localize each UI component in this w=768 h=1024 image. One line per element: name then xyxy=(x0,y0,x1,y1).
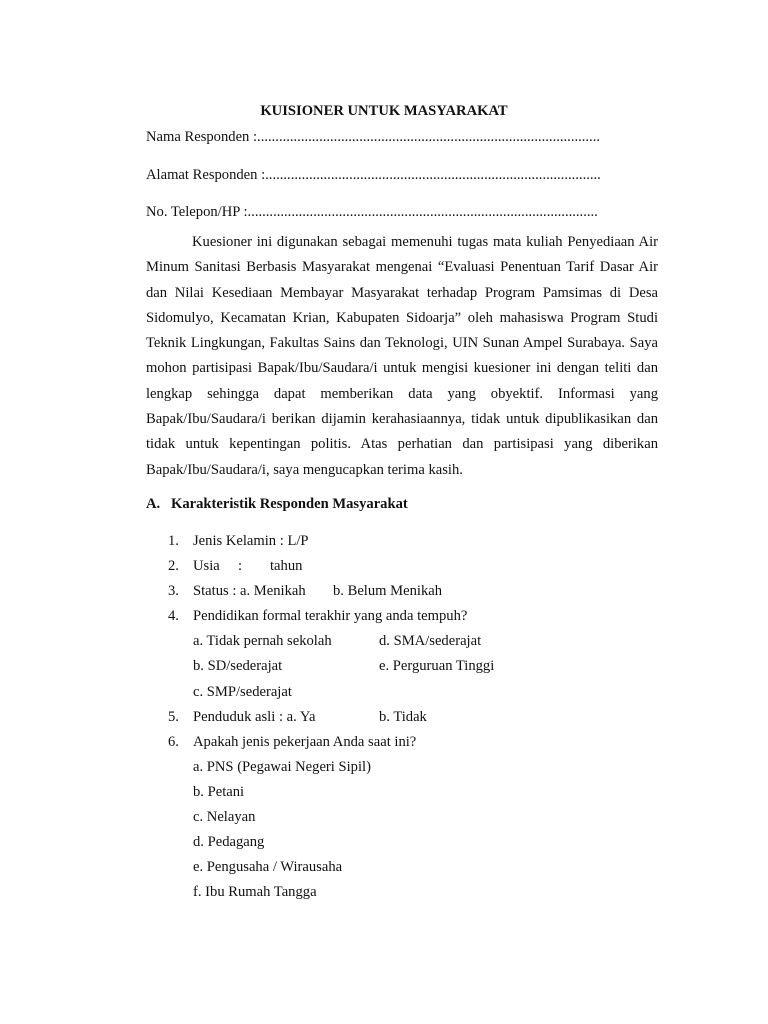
occupation-option: f. Ibu Rumah Tangga xyxy=(193,884,317,900)
question-number: 1. xyxy=(168,533,179,549)
section-heading xyxy=(146,496,408,513)
question-number: 5. xyxy=(168,709,179,725)
occupation-option: b. Petani xyxy=(193,784,245,800)
question-label: Usia xyxy=(193,558,220,574)
question-number: 2. xyxy=(168,558,179,574)
occupation-option: e. Pengusaha / Wirausaha xyxy=(193,859,343,875)
intro-text: Kuesioner ini digunakan sebagai memenuhi tugas mata kuliah Penyediaan Air Minum Sanitasi Berbasis Masyarakat mengenai “Evaluasi Penentuan Tarif Dasar Air dan Nilai Kesediaan Membayar Masyarakat terhadap Program Pamsimas di Desa Sidomulyo, Kecamatan Krian, Kabupaten Sidoarja” oleh mahasiswa Program Studi Teknik Lingkungan, Fakultas Sains dan Teknologi, UIN Sunan Ampel Surabaya. Saya mohon partisipasi Bapak/Ibu/Saudara/i untuk mengisi kuesioner ini dengan teliti dan lengkap sehingga dapat memberikan data yang obyektif. Informasi yang Bapak/Ibu/Saudara/i berikan dijamin kerahasiaannya, tidak untuk dipublikasikan dan tidak untuk kepentingan politis. Atas perhatian dan partisipasi yang diberikan Bapak/Ibu/Saudara/i, saya mengucapkan terima kasih. xyxy=(146,234,658,478)
option-b: b. Tidak xyxy=(379,709,427,725)
respondent-name-field: Nama Responden :.............................................................................................. xyxy=(146,129,601,145)
education-option-c: c. SMP/sederajat xyxy=(193,684,292,700)
education-option-b: b. SD/sederajat xyxy=(193,658,283,674)
respondent-address-field: Alamat Responden :............................................................................................ xyxy=(146,167,601,183)
intro-paragraph xyxy=(146,230,658,483)
question-colon: : xyxy=(238,558,243,574)
occupation-option: d. Pedagang xyxy=(193,834,265,850)
question-number: 6. xyxy=(168,734,179,750)
question-text: Pendidikan formal terakhir yang anda tempuh? xyxy=(193,608,468,624)
respondent-phone-field: No. Telepon/HP :................................................................................................ xyxy=(146,204,598,220)
occupation-option: c. Nelayan xyxy=(193,809,256,825)
question-number: 3. xyxy=(168,583,179,599)
question-number: 4. xyxy=(168,608,179,624)
document-title: KUISIONER UNTUK MASYARAKAT xyxy=(260,103,508,119)
occupation-option: a. PNS (Pegawai Negeri Sipil) xyxy=(193,759,371,775)
option-b: b. Belum Menikah xyxy=(333,583,443,599)
education-option-a: a. Tidak pernah sekolah xyxy=(193,633,332,649)
question-text: Jenis Kelamin : L/P xyxy=(193,533,309,549)
age-unit: tahun xyxy=(270,558,303,574)
section-title: Karakteristik Responden Masyarakat xyxy=(171,496,408,512)
question-label: Penduduk asli : a. Ya xyxy=(193,709,316,725)
education-option-d: d. SMA/sederajat xyxy=(379,633,482,649)
section-marker: A. xyxy=(146,496,161,512)
question-text: Apakah jenis pekerjaan Anda saat ini? xyxy=(193,734,417,750)
education-option-e: e. Perguruan Tinggi xyxy=(379,658,495,674)
question-label: Status : a. Menikah xyxy=(193,583,306,599)
